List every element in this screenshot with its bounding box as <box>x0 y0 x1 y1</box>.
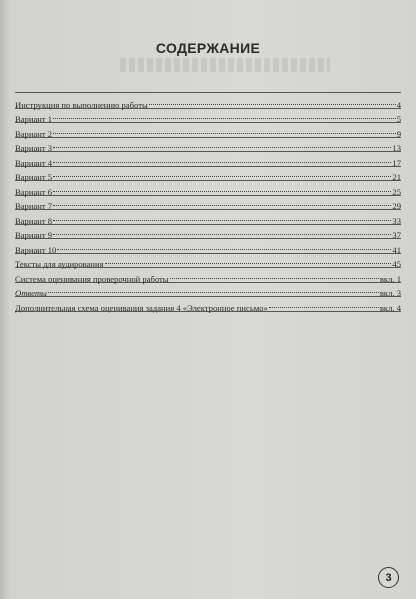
toc-entry-label: Вариант 7 <box>15 201 53 211</box>
toc-entry-label: Вариант 4 <box>15 157 53 168</box>
toc-entry-label: Ответы <box>15 288 47 298</box>
toc-leader-dots <box>53 138 391 152</box>
toc-leader-dots <box>57 239 391 253</box>
toc-row[interactable] <box>15 238 401 253</box>
toc-leader-dots <box>53 167 391 181</box>
toc-leader-dots <box>53 210 391 224</box>
toc-entry-label: Система оценивания проверочной работы <box>15 273 169 284</box>
toc-entry-page: 5 <box>396 114 401 124</box>
toc-entry-label: Вариант 10 <box>15 244 57 255</box>
toc-entry-label: Вариант 1 <box>15 114 53 124</box>
toc-row[interactable] <box>15 209 401 224</box>
toc-entry-page: 9 <box>396 128 401 139</box>
toc-leader-dots <box>53 109 396 123</box>
toc-entry-label: Инструкция по выполнению работы <box>15 99 148 110</box>
toc-entry-label: Вариант 6 <box>15 186 53 197</box>
toc-row[interactable] <box>15 137 401 152</box>
toc-entry-page: 45 <box>392 259 401 269</box>
toc-entry-page: 33 <box>392 215 401 226</box>
toc-entry-page: вкл. 4 <box>379 302 401 313</box>
toc-row[interactable] <box>15 122 401 137</box>
toc-entry-label: Дополнительная схема оценивания задания 4 «Электронное письмо» <box>15 302 268 313</box>
toc-entry-page: 17 <box>392 157 401 168</box>
toc-row[interactable] <box>15 296 401 311</box>
toc-entry-page: вкл. 3 <box>379 288 401 298</box>
toc-leader-dots <box>105 254 392 268</box>
toc-row[interactable] <box>15 253 401 268</box>
toc-leader-dots <box>149 94 396 108</box>
toc-row[interactable] <box>15 151 401 166</box>
toc-row[interactable] <box>15 224 401 239</box>
toc-entry-label: Вариант 3 <box>15 143 53 153</box>
toc-entry-page: 29 <box>392 201 401 211</box>
page-number-badge: 3 <box>378 567 399 588</box>
toc-entry-page: 21 <box>392 172 401 182</box>
toc-leader-dots <box>269 297 379 311</box>
toc-entry-label: Вариант 8 <box>15 215 53 226</box>
toc-leader-dots <box>53 123 396 137</box>
toc-entry-page: вкл. 1 <box>379 273 401 284</box>
toc-leader-dots <box>170 268 379 282</box>
toc-leader-dots <box>53 225 391 239</box>
toc-row[interactable] <box>15 282 401 297</box>
toc-row[interactable] <box>15 94 401 108</box>
toc-row[interactable] <box>15 108 401 123</box>
toc-row[interactable] <box>15 166 401 181</box>
toc-entry-label: Вариант 2 <box>15 128 53 139</box>
toc-entry-label: Вариант 9 <box>15 230 53 240</box>
toc-entry-label: Тексты для аудирования <box>15 259 104 269</box>
page-title: СОДЕРЖАНИЕ <box>155 40 261 56</box>
toc-row[interactable] <box>15 195 401 210</box>
toc-entry-page: 41 <box>392 244 401 255</box>
toc-leader-dots <box>53 196 391 210</box>
table-of-contents <box>15 92 401 312</box>
toc-leader-dots <box>53 181 391 195</box>
toc-entry-page: 37 <box>392 230 401 240</box>
toc-leader-dots <box>53 152 391 166</box>
toc-entry-page: 13 <box>392 143 401 153</box>
toc-leader-dots <box>48 283 379 297</box>
toc-entry-page: 4 <box>396 99 401 110</box>
toc-row[interactable] <box>15 180 401 195</box>
toc-entry-page: 25 <box>392 186 401 197</box>
toc-entry-label: Вариант 5 <box>15 172 53 182</box>
show-through-text <box>120 58 330 72</box>
